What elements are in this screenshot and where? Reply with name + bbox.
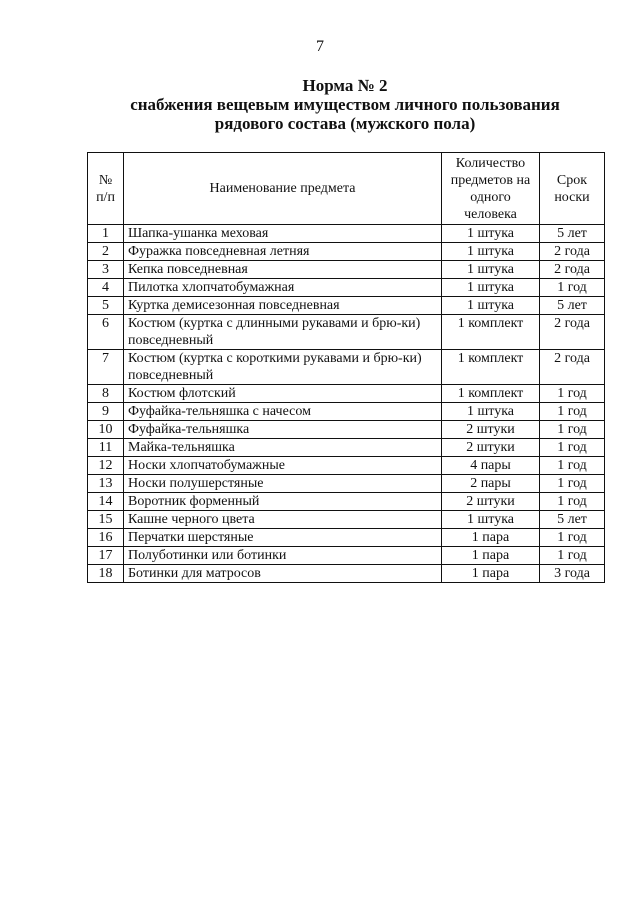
row-quantity: 2 штуки: [442, 439, 540, 457]
row-wear-term: 3 года: [540, 565, 605, 583]
table-row: [88, 243, 605, 261]
row-item-name: Ботинки для матросов: [124, 565, 442, 583]
row-number: 1: [88, 225, 124, 243]
header-term: Срок носки: [540, 153, 605, 225]
row-quantity: 2 пары: [442, 475, 540, 493]
row-number: 8: [88, 385, 124, 403]
row-wear-term: 5 лет: [540, 511, 605, 529]
row-number: 13: [88, 475, 124, 493]
table-row: [88, 547, 605, 565]
row-wear-term: 1 год: [540, 529, 605, 547]
row-quantity: 1 штука: [442, 225, 540, 243]
row-wear-term: 2 года: [540, 350, 605, 385]
row-quantity: 1 комплект: [442, 315, 540, 350]
row-number: 10: [88, 421, 124, 439]
table-row: [88, 565, 605, 583]
row-wear-term: 1 год: [540, 439, 605, 457]
row-item-name: Костюм (куртка с длинными рукавами и брю-ки) повседневный: [124, 315, 442, 350]
row-quantity: 1 комплект: [442, 385, 540, 403]
row-wear-term: 2 года: [540, 261, 605, 279]
heading-line-3: рядового состава (мужского пола): [214, 114, 476, 133]
row-wear-term: 1 год: [540, 385, 605, 403]
row-item-name: Костюм (куртка с короткими рукавами и брю-ки) повседневный: [124, 350, 442, 385]
row-item-name: Куртка демисезонная повседневная: [124, 297, 442, 315]
header-quantity: Количество предметов на одного человека: [442, 153, 540, 225]
row-number: 15: [88, 511, 124, 529]
table-row: [88, 511, 605, 529]
row-item-name: Воротник форменный: [124, 493, 442, 511]
heading-line-2: снабжения вещевым имуществом личного пользования: [130, 95, 560, 114]
table-header-row: [88, 153, 605, 225]
row-number: 18: [88, 565, 124, 583]
table-row: [88, 529, 605, 547]
row-wear-term: 2 года: [540, 243, 605, 261]
row-quantity: 1 пара: [442, 547, 540, 565]
row-wear-term: 1 год: [540, 457, 605, 475]
table-row: [88, 315, 605, 350]
row-number: 9: [88, 403, 124, 421]
row-wear-term: 5 лет: [540, 297, 605, 315]
row-item-name: Носки хлопчатобумажные: [124, 457, 442, 475]
row-wear-term: 2 года: [540, 315, 605, 350]
row-item-name: Фуражка повседневная летняя: [124, 243, 442, 261]
row-item-name: Кашне черного цвета: [124, 511, 442, 529]
row-quantity: 1 штука: [442, 297, 540, 315]
supply-norm-table: [87, 152, 605, 583]
row-number: 6: [88, 315, 124, 350]
row-number: 5: [88, 297, 124, 315]
table-row: [88, 439, 605, 457]
row-quantity: 1 комплект: [442, 350, 540, 385]
row-item-name: Перчатки шерстяные: [124, 529, 442, 547]
row-item-name: Фуфайка-тельняшка: [124, 421, 442, 439]
row-wear-term: 1 год: [540, 547, 605, 565]
row-quantity: 1 штука: [442, 511, 540, 529]
row-quantity: 1 штука: [442, 261, 540, 279]
table-row: [88, 297, 605, 315]
row-quantity: 1 штука: [442, 279, 540, 297]
table-body: [88, 225, 605, 583]
row-item-name: Фуфайка-тельняшка с начесом: [124, 403, 442, 421]
row-item-name: Костюм флотский: [124, 385, 442, 403]
row-wear-term: 1 год: [540, 475, 605, 493]
row-quantity: 1 штука: [442, 243, 540, 261]
row-quantity: 1 пара: [442, 529, 540, 547]
row-item-name: Носки полушерстяные: [124, 475, 442, 493]
row-item-name: Шапка-ушанка меховая: [124, 225, 442, 243]
row-quantity: 4 пары: [442, 457, 540, 475]
row-number: 11: [88, 439, 124, 457]
row-item-name: Майка-тельняшка: [124, 439, 442, 457]
row-wear-term: 1 год: [540, 279, 605, 297]
header-item: Наименование предмета: [124, 153, 442, 225]
row-wear-term: 1 год: [540, 421, 605, 439]
row-number: 2: [88, 243, 124, 261]
table-row: [88, 279, 605, 297]
table-row: [88, 385, 605, 403]
row-number: 17: [88, 547, 124, 565]
row-wear-term: 5 лет: [540, 225, 605, 243]
row-number: 14: [88, 493, 124, 511]
row-number: 16: [88, 529, 124, 547]
row-quantity: 1 пара: [442, 565, 540, 583]
document-heading: [0, 76, 640, 133]
table-row: [88, 261, 605, 279]
page-number: 7: [316, 38, 324, 55]
row-item-name: Полуботинки или ботинки: [124, 547, 442, 565]
table-row: [88, 475, 605, 493]
row-quantity: 1 штука: [442, 403, 540, 421]
table-row: [88, 350, 605, 385]
row-wear-term: 1 год: [540, 493, 605, 511]
row-number: 3: [88, 261, 124, 279]
heading-title: Норма № 2: [302, 76, 388, 95]
table-row: [88, 421, 605, 439]
table-row: [88, 493, 605, 511]
header-number: № п/п: [88, 153, 124, 225]
table-row: [88, 457, 605, 475]
row-number: 7: [88, 350, 124, 385]
table-row: [88, 225, 605, 243]
row-number: 4: [88, 279, 124, 297]
row-item-name: Пилотка хлопчатобумажная: [124, 279, 442, 297]
row-number: 12: [88, 457, 124, 475]
row-quantity: 2 штуки: [442, 493, 540, 511]
row-wear-term: 1 год: [540, 403, 605, 421]
table-row: [88, 403, 605, 421]
row-quantity: 2 штуки: [442, 421, 540, 439]
row-item-name: Кепка повседневная: [124, 261, 442, 279]
